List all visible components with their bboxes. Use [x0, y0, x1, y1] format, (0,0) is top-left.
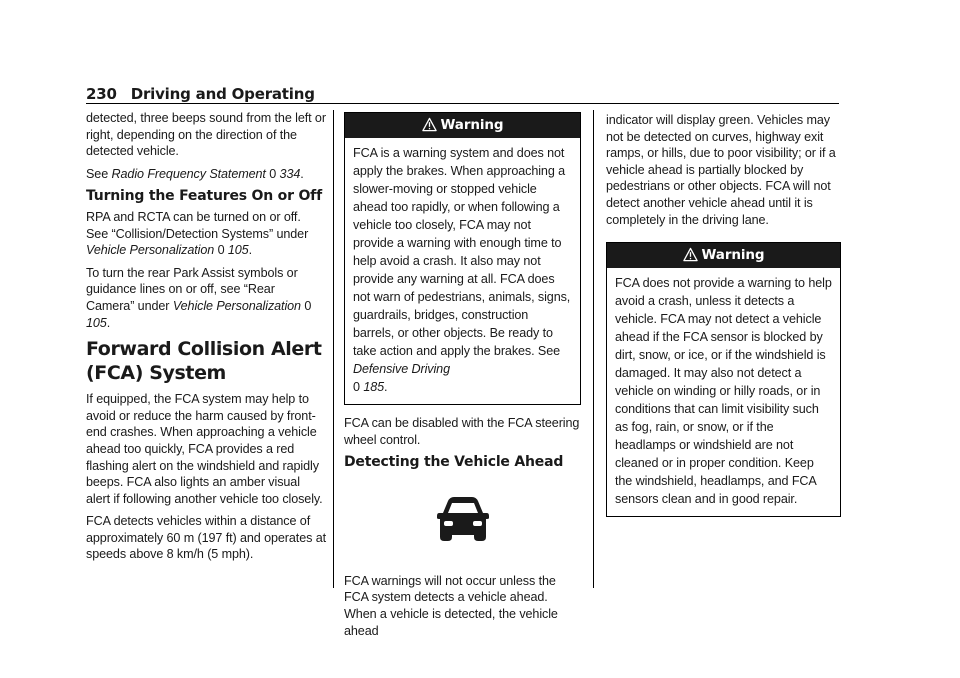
paragraph-text: To turn the rear Park Assist symbols or guidance lines on or off, see “Rear Camera” under — [86, 265, 298, 313]
warning-title: Warning — [440, 117, 504, 133]
warning-header — [607, 243, 840, 268]
page-header — [86, 84, 839, 104]
warning-header — [345, 113, 580, 138]
warning-title: Warning — [701, 247, 765, 264]
cross-reference-link[interactable]: Radio Frequency Statement — [111, 166, 266, 181]
page-number: 230 — [86, 85, 117, 103]
warning-body: FCA is a warning system and does not apply the brakes. When approaching a slower-moving or stopped vehicle ahead too rapidly, or when following a vehicle too closely, FCA may not provide a warning with enough time to help avoid a crash. It also may not provide any warning at all. FCA does not warn of pedestrians, animals, signs, guardrails, bridges, construction barrels, or other objects. Be ready to take action and apply the brakes. See Defensive Driving 0 185. — [353, 146, 571, 394]
paragraph: See Radio Frequency Statement 0 334. — [86, 166, 304, 181]
paragraph: indicator will display green. Vehicles may not be detected on curves, highway exit ramps, or hills, due to poor visibility; or if a vehicle ahead is partially blocked by pedestrians or other objects. FCA will not detect another vehicle ahead until it is completely in the driving lane. — [606, 113, 836, 227]
section-heading: Forward Collision Alert (FCA) System — [86, 338, 322, 385]
warning-triangle-icon — [683, 247, 698, 262]
warning-body: FCA does not provide a warning to help avoid a crash, unless it detects a vehicle. FCA may not detect a vehicle ahead if the FCA sensor is blocked by dirt, snow, or ice, or if the windshield is damaged. It may also not detect a vehicle on winding or hilly roads, or in conditions that can limit visibility such as fog, rain, or snow, or if the headlamps or windshield are not cleaned or in proper condition. Keep the windshield, headlamps, and FCA sensors clean and in good repair. — [615, 276, 832, 507]
subheading: Turning the Features On or Off — [86, 188, 322, 205]
warning-triangle-icon — [422, 117, 437, 132]
header-rule — [86, 103, 839, 104]
page-ref-glyph: 0 — [269, 166, 277, 181]
page-ref-number[interactable]: 105 — [227, 243, 249, 258]
vehicle-ahead-icon — [436, 495, 490, 543]
subheading: Detecting the Vehicle Ahead — [344, 454, 564, 471]
page-ref-glyph: 0 — [353, 380, 360, 394]
section-title: Driving and Operating — [130, 85, 315, 103]
column-1 — [86, 110, 326, 569]
column-2 — [344, 112, 581, 645]
warning-text: FCA is a warning system and does not apply the brakes. When approaching a slower-moving or stopped vehicle ahead too rapidly, or when following a vehicle too closely, FCA may not provide a warning with enough time to help avoid a crash. It also may not provide any warning at all. FCA does not warn of pedestrians, animals, signs, guardrails, bridges, construction barrels, or other objects. Be ready to take action and apply the brakes. See — [353, 146, 571, 358]
paragraph: detected, three beeps sound from the left or right, depending on the direction of the detected vehicle. — [86, 111, 326, 159]
page-ref-number[interactable]: 105 — [86, 315, 107, 330]
cross-reference-link[interactable]: Vehicle Personalization — [172, 298, 301, 313]
cross-reference-link[interactable]: Defensive Driving — [353, 362, 450, 376]
paragraph-text: RPA and RCTA can be turned on or off. See “Collision/Detection Systems” under — [86, 209, 309, 241]
cross-reference-link[interactable]: Vehicle Personalization — [86, 243, 215, 258]
see-text: See — [86, 166, 109, 181]
column-divider — [333, 110, 334, 588]
warning-box — [344, 112, 581, 405]
paragraph: To turn the rear Park Assist symbols or guidance lines on or off, see “Rear Camera” under Vehicle Personalization 0 105. — [86, 265, 312, 330]
paragraph: FCA can be disabled with the FCA steering wheel control. — [344, 416, 580, 447]
column-3 — [606, 112, 841, 527]
paragraph: RPA and RCTA can be turned on or off. See “Collision/Detection Systems” under Vehicle Personalization 0 105. — [86, 209, 309, 258]
warning-box — [606, 242, 841, 517]
paragraph: FCA detects vehicles within a distance of approximately 60 m (197 ft) and operates at speeds above 8 km/h (5 mph). — [86, 514, 327, 562]
column-divider — [593, 110, 594, 588]
page-ref-glyph: 0 — [217, 243, 225, 258]
paragraph: If equipped, the FCA system may help to avoid or reduce the harm caused by front-end crashes. When approaching a vehicle ahead too quickly, FCA provides a red flashing alert on the windshield and rapidly beeps. FCA also lights an amber visual alert if following another vehicle too closely. — [86, 392, 323, 506]
page-ref-glyph: 0 — [304, 298, 312, 313]
paragraph: FCA warnings will not occur unless the FCA system detects a vehicle ahead. When a vehicle is detected, the vehicle ahead — [344, 573, 558, 638]
page-ref-number[interactable]: 185 — [363, 380, 385, 394]
page-ref-number[interactable]: 334 — [279, 166, 301, 181]
